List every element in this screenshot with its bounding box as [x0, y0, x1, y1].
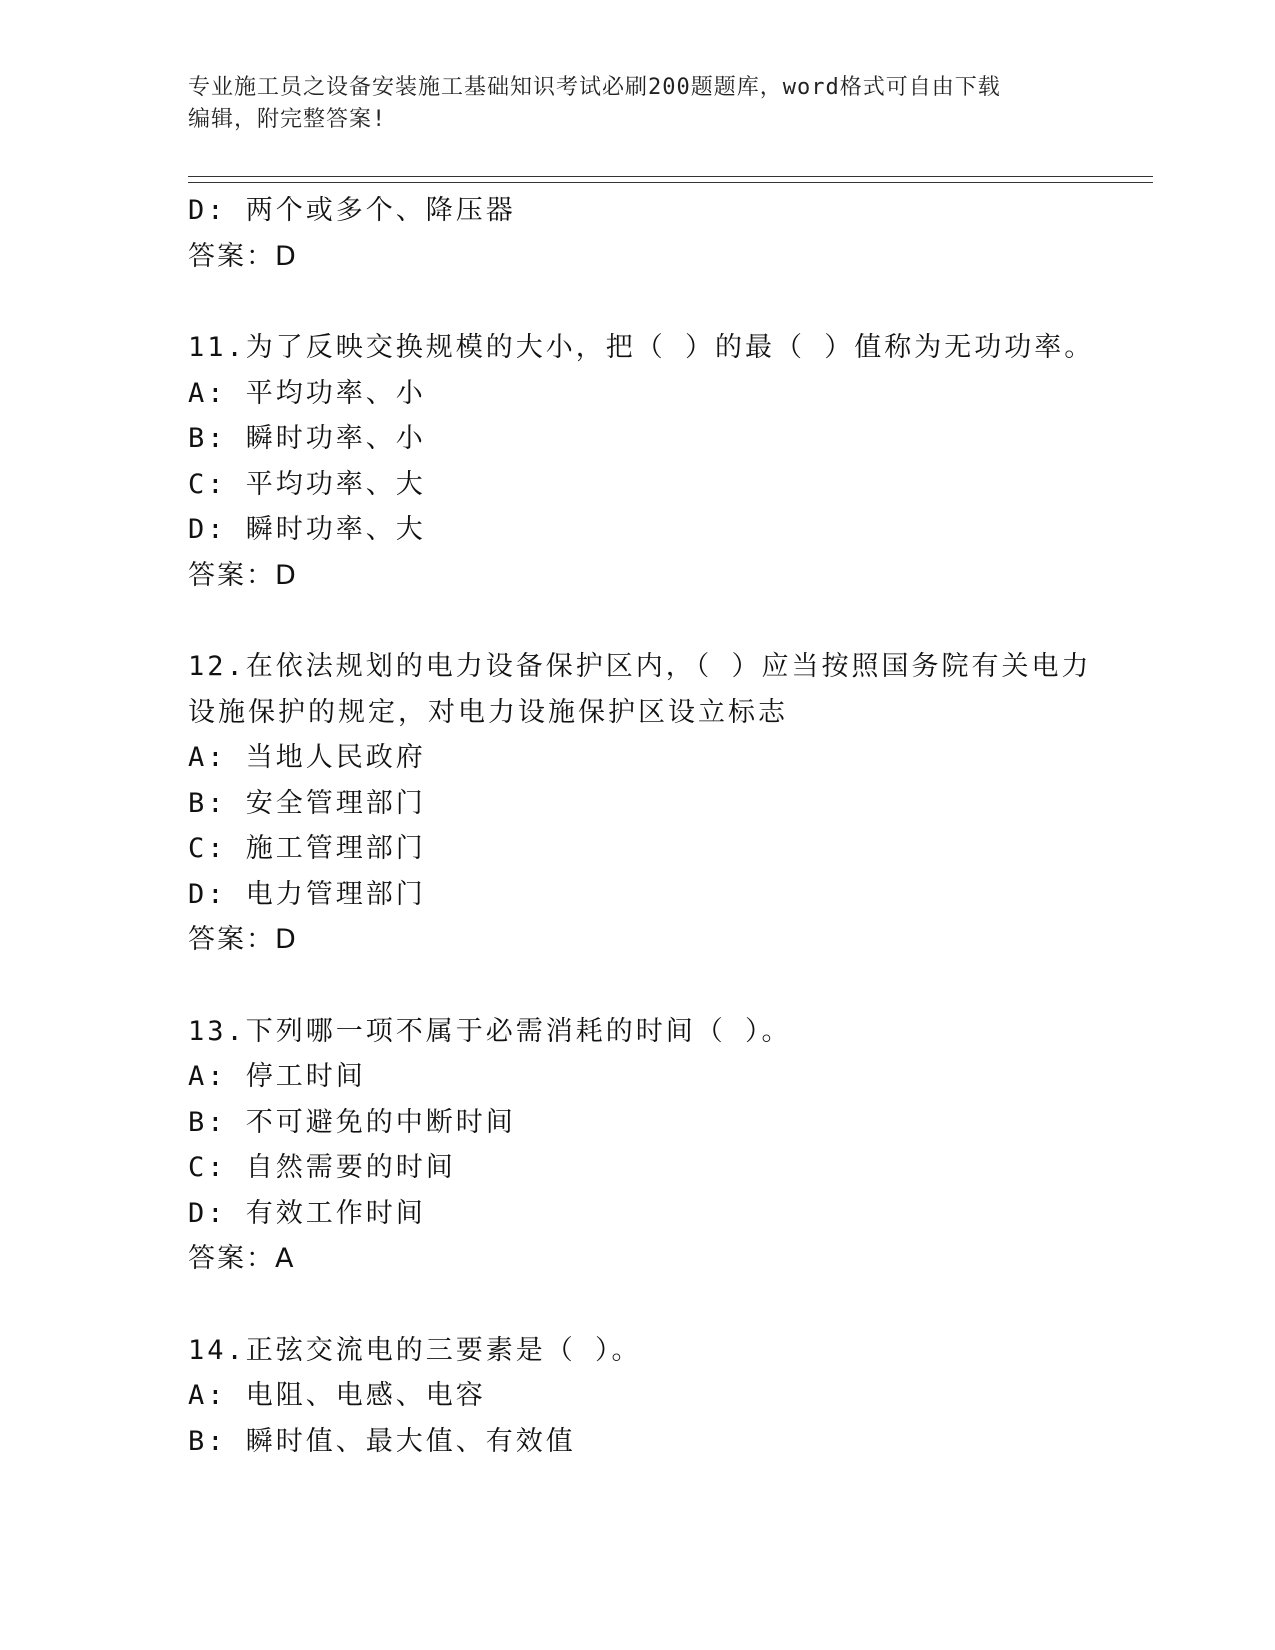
answer-line: 答案：A: [188, 1243, 296, 1274]
option-c: C: 自然需要的时间: [188, 1152, 456, 1183]
option-d: D: 瞬时功率、大: [188, 514, 426, 545]
spacer: [188, 279, 1088, 325]
option-c: C: 平均功率、大: [188, 468, 426, 500]
document-header: [188, 72, 1088, 136]
header-line-2: 编辑，附完整答案!: [188, 107, 387, 132]
answer-line: 答案：D: [188, 924, 298, 955]
header-divider-top: [188, 176, 1153, 177]
option-a: A: 当地人民政府: [188, 742, 426, 773]
question-14-stem: 14.正弦交流电的三要素是（ ）。: [188, 1334, 642, 1366]
option-a: A: 停工时间: [188, 1061, 366, 1092]
header-divider-bottom: [188, 182, 1153, 183]
option-d: D: 有效工作时间: [188, 1197, 426, 1229]
option-d: D: 两个或多个、降压器: [188, 195, 516, 226]
spacer: [188, 1282, 1088, 1328]
question-12-stem-line-2: 设施保护的规定，对电力设施保护区设立标志: [188, 696, 788, 728]
question-12-stem-line-1: 12.在依法规划的电力设备保护区内，（ ）应当按照国务院有关电力: [188, 651, 1092, 682]
header-line-1: 专业施工员之设备安装施工基础知识考试必刷200题题库，word格式可自由下载: [188, 75, 1001, 100]
option-b: B: 安全管理部门: [188, 787, 426, 819]
spacer: [188, 598, 1088, 644]
question-13-stem: 13.下列哪一项不属于必需消耗的时间（ ）。: [188, 1015, 792, 1047]
option-a: A: 平均功率、小: [188, 377, 426, 409]
option-d: D: 电力管理部门: [188, 878, 426, 910]
option-b: B: 瞬时功率、小: [188, 423, 426, 454]
question-11-stem: 11.为了反映交换规模的大小，把（ ）的最（ ）值称为无功功率。: [188, 332, 1095, 363]
option-a: A: 电阻、电感、电容: [188, 1380, 486, 1411]
option-b: B: 瞬时值、最大值、有效值: [188, 1425, 576, 1457]
answer-line: 答案：D: [188, 559, 298, 591]
question-list: [188, 188, 1095, 1464]
answer-line: 答案：D: [188, 240, 298, 272]
option-c: C: 施工管理部门: [188, 833, 426, 864]
spacer: [188, 963, 1088, 1009]
option-b: B: 不可避免的中断时间: [188, 1106, 516, 1138]
